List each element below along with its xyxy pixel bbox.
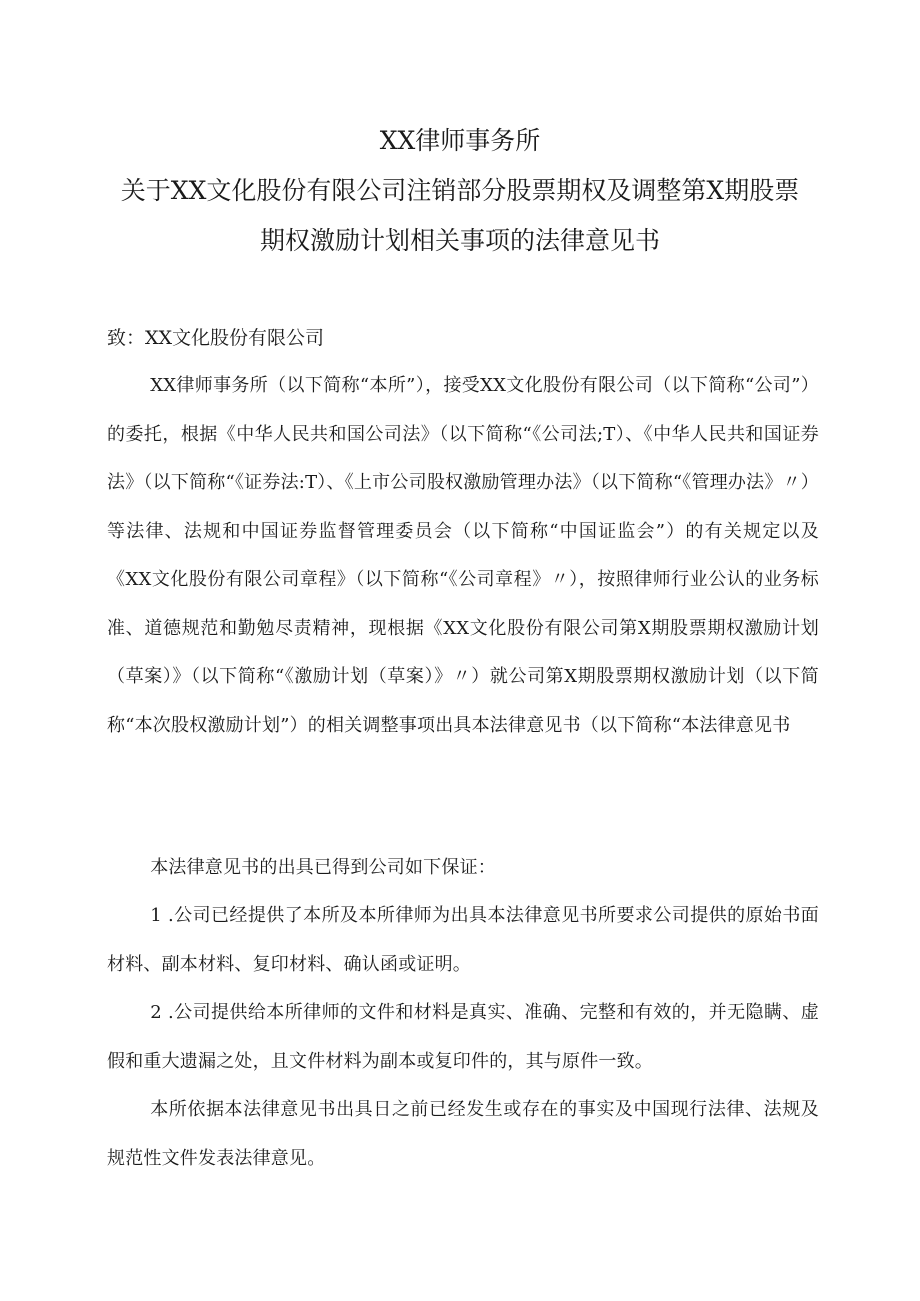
assurance-item-2-text: 2 .公司提供给本所律师的文件和材料是真实、准确、完整和有效的，并无隐瞒、虚假和重大遗漏之处，且文件材料为副本或复印件的，其与原件一致。 <box>107 1002 819 1072</box>
paragraph-engagement <box>107 362 819 750</box>
paragraph-basis-text: 本所依据本法律意见书出具日之前已经发生或存在的事实及中国现行法律、法规及规范性文件发表法律意见。 <box>107 1099 819 1169</box>
paragraph-basis <box>107 1086 819 1183</box>
paragraph-engagement-text: XX律师事务所（以下简称“本所”），接受XX文化股份有限公司（以下简称“公司”）的委托，根据《中华人民共和国公司法》（以下简称“《公司法;T）、《中华人民共和国证券法》（以下简称“《证券法:T）、《上市公司股权激励管理办法》（以下简称“《管理办法》〃）等法律、法规和中国证券监督管理委员会（以下简称“中国证监会”）的有关规定以及《XX文化股份有限公司章程》（以下简称“《公司章程》〃），按照律师行业公认的业务标准、道德规范和勤勉尽责精神，现根据《XX文化股份有限公司第X期股票期权激励计划（草案）》（以下简称“《激励计划（草案）》〃）就公司第X期股票期权激励计划（以下简称“本次股权激励计划”）的相关调整事项出具本法律意见书（以下简称“本法律意见书 <box>107 375 819 736</box>
salutation: 致：XX文化股份有限公司 <box>107 327 325 349</box>
title-line-1: XX律师事务所 <box>379 126 541 155</box>
assurance-item-1 <box>107 892 819 989</box>
paragraph-assurance-intro-text: 本法律意见书的出具已得到公司如下保证： <box>150 857 496 878</box>
paragraph-assurance-intro <box>107 844 819 893</box>
assurance-item-1-text: 1 .公司已经提供了本所及本所律师为出具本法律意见书所要求公司提供的原始书面材料、副本材料、复印材料、确认函或证明。 <box>107 905 819 975</box>
title-line-3: 期权激励计划相关事项的法律意见书 <box>259 226 660 255</box>
title-line-2: 关于XX文化股份有限公司注销部分股票期权及调整第X期股票 <box>120 176 800 205</box>
assurance-item-2 <box>107 989 819 1086</box>
